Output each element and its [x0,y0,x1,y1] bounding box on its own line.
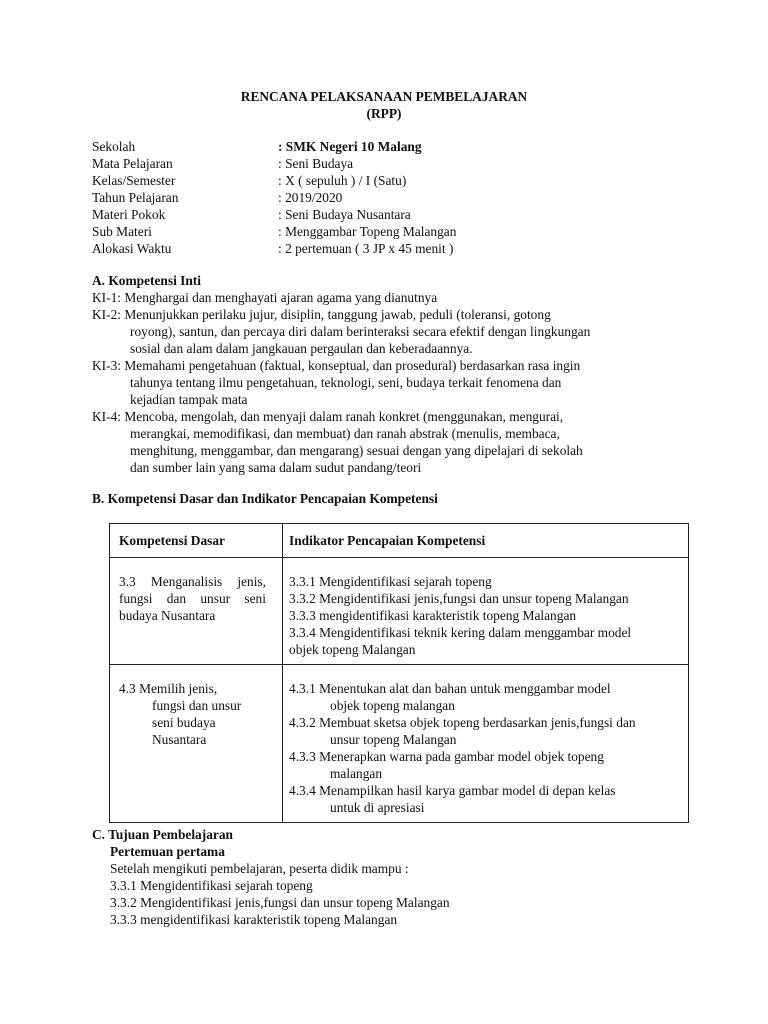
section-a-heading: A. Kompetensi Inti [92,273,201,288]
ki-item-2 [92,306,712,357]
tujuan-item: 3.3.3 mengidentifikasi karakteristik topeng Malangan [110,912,398,927]
info-row-sub-materi [92,223,456,240]
tujuan-section [92,826,450,928]
ki-text: tahunya tentang ilmu pengetahuan, teknologi, seni, budaya terkait fenomena dan [130,375,562,390]
ki-text: dan sumber lain yang sama dalam sudut pandang/teori [130,460,422,475]
info-label: Materi Pokok [92,207,166,222]
info-label: Alokasi Waktu [92,241,172,256]
ki-text: royong), santun, dan percaya diri dalam berinteraksi secara efektif dengan lingkungan [130,324,591,339]
info-row-mata-pelajaran [92,155,456,172]
info-value: : 2019/2020 [278,190,343,205]
kd-word: Menganalisis [150,574,223,589]
ki-text: Memahami pengetahuan (faktual, konseptual, dan prosedural) berdasarkan rasa ingin [124,358,581,373]
indikator-item-cont: untuk di apresiasi [330,800,425,815]
indikator-item-cont: unsur topeng Malangan [330,732,457,747]
kd-cell [110,665,283,823]
info-value: : SMK Negeri 10 Malang [278,139,422,154]
kd-cell [110,558,283,665]
ki-item-4 [92,408,712,476]
table-header-row [110,524,689,558]
info-label: Sub Materi [92,224,152,239]
ki-text: menghitung, menggambar, dan mengarang) sesuai dengan yang dipelajari di sekolah [130,443,583,458]
ki-text: kejadian tampak mata [130,392,248,407]
ki-code: KI-2: [92,307,125,322]
info-label: Mata Pelajaran [92,156,173,171]
indikator-item-cont: objek topeng malangan [330,698,455,713]
indikator-item-cont: malangan [330,766,383,781]
kd-text-line: Nusantara [152,732,207,747]
indikator-item: 4.3.1 Menentukan alat dan bahan untuk menggambar model [289,681,611,696]
info-row-materi-pokok [92,206,456,223]
ki-code: KI-1: [92,290,125,305]
kd-word: unsur [200,591,231,606]
kompetensi-inti-list [92,289,712,476]
meeting-subheading: Pertemuan pertama [110,844,225,859]
table-row [110,665,689,823]
kd-text-line: fungsi dan unsur [152,698,242,713]
tujuan-intro: Setelah mengikuti pembelajaran, peserta didik mampu : [110,861,409,876]
info-label: Sekolah [92,139,136,154]
kd-text-line: 4.3 Memilih jenis, [119,681,218,696]
tujuan-item: 3.3.1 Mengidentifikasi sejarah topeng [110,878,313,893]
indikator-item: 4.3.4 Menampilkan hasil karya gambar model di depan kelas [289,783,616,798]
ki-code: KI-3: [92,358,125,373]
indikator-cell [283,665,689,823]
ki-text: Mencoba, mengolah, dan menyaji dalam ranah konkret (menggunakan, mengurai, [124,409,564,424]
document-title: RENCANA PELAKSANAAN PEMBELAJARAN [240,89,528,104]
ki-text: Menunjukkan perilaku jujur, disiplin, tanggung jawab, peduli (toleransi, gotong [124,307,551,322]
indikator-item: 3.3.4 Mengidentifikasi teknik kering dalam menggambar model [289,625,632,640]
indikator-cell [283,558,689,665]
kd-text-line [119,573,266,590]
info-row-kelas-semester [92,172,456,189]
kd-word: seni [244,591,266,606]
info-label: Tahun Pelajaran [92,190,179,205]
indikator-item: 3.3.1 Mengidentifikasi sejarah topeng [289,574,492,589]
kd-text-line: budaya Nusantara [119,608,216,623]
ki-text: merangkai, memodifikasi, dan membuat) dan ranah abstrak (menulis, membaca, [130,426,560,441]
ki-code: KI-4: [92,409,125,424]
indikator-item: objek topeng Malangan [289,642,416,657]
indikator-item: 3.3.3 mengidentifikasi karakteristik topeng Malangan [289,608,577,623]
kd-text-line: seni budaya [152,715,216,730]
tujuan-item: 3.3.2 Mengidentifikasi jenis,fungsi dan unsur topeng Malangan [110,895,450,910]
table-row [110,558,689,665]
info-value: : X ( sepuluh ) / I (Satu) [278,173,407,188]
section-c-heading: C. Tujuan Pembelajaran [92,827,233,842]
kd-text-line [119,590,266,607]
document-subtitle: (RPP) [366,106,402,121]
info-value: : Seni Budaya Nusantara [278,207,411,222]
info-row-alokasi-waktu [92,240,456,257]
indikator-item: 4.3.3 Menerapkan warna pada gambar model objek topeng [289,749,604,764]
info-value: : Seni Budaya [278,156,354,171]
ki-text: Menghargai dan menghayati ajaran agama yang dianutnya [124,290,438,305]
kd-word: jenis, [237,574,266,589]
ki-text: sosial dan alam dalam jangkauan pergaulan dan keberadaannya. [130,341,473,356]
info-value: : 2 pertemuan ( 3 JP x 45 menit ) [278,241,454,256]
ki-item-3 [92,357,712,408]
kd-word: dan [166,591,187,606]
info-label: Kelas/Semester [92,173,176,188]
ki-item-1 [92,289,712,306]
info-row-sekolah [92,138,456,155]
section-b-heading: B. Kompetensi Dasar dan Indikator Pencapaian Kompetensi [92,491,438,506]
kd-word: fungsi [119,591,153,606]
table-header-indikator: Indikator Pencapaian Kompetensi [283,524,689,558]
info-value: : Menggambar Topeng Malangan [278,224,457,239]
table-header-kd: Kompetensi Dasar [110,524,283,558]
indikator-item: 4.3.2 Membuat sketsa objek topeng berdasarkan jenis,fungsi dan [289,715,636,730]
kompetensi-table [109,523,689,823]
indikator-item: 3.3.2 Mengidentifikasi jenis,fungsi dan unsur topeng Malangan [289,591,629,606]
kd-word: 3.3 [119,574,136,589]
info-row-tahun-pelajaran [92,189,456,206]
identity-block [92,138,456,257]
